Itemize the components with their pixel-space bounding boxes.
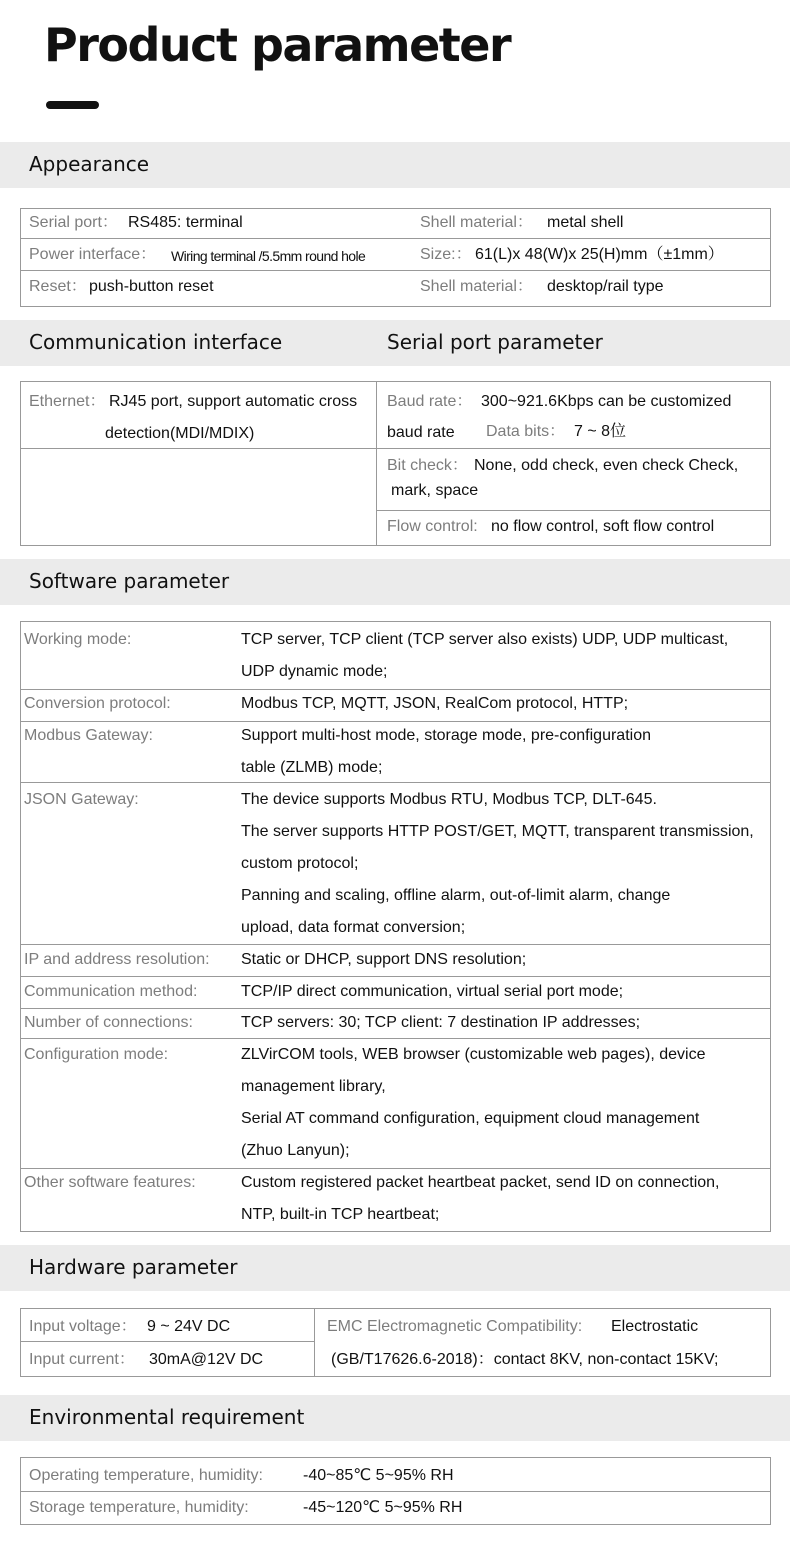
- divider: [20, 944, 771, 945]
- section-header-software: [0, 559, 790, 605]
- working-mode-value: UDP dynamic mode;: [241, 663, 388, 680]
- config-mode-value: ZLVirCOM tools, WEB browser (customizable web pages), device: [241, 1046, 706, 1063]
- storage-temp-label: Storage temperature, humidity:: [29, 1499, 249, 1516]
- shell-material-value: desktop/rail type: [547, 278, 664, 295]
- connections-label: Number of connections:: [24, 1014, 193, 1031]
- shell-material-label: Shell material：: [420, 278, 533, 295]
- divider: [376, 510, 771, 511]
- config-mode-value: (Zhuo Lanyun);: [241, 1142, 350, 1159]
- reset-value: push-button reset: [89, 278, 214, 295]
- shell-material-value: metal shell: [547, 214, 624, 231]
- baud-rate-label: Baud rate：: [387, 393, 473, 410]
- baud-rate-value-cont: baud rate: [387, 424, 455, 441]
- config-mode-value: management library,: [241, 1078, 386, 1095]
- divider: [20, 448, 771, 449]
- json-gateway-value: custom protocol;: [241, 855, 359, 872]
- emc-value-cont: (GB/T17626.6-2018)：contact 8KV, non-contact 15KV;: [331, 1351, 719, 1368]
- other-features-value: Custom registered packet heartbeat packet, send ID on connection,: [241, 1174, 720, 1191]
- baud-rate-value: 300~921.6Kbps can be customized: [481, 393, 732, 410]
- ethernet-label: Ethernet：: [29, 393, 106, 410]
- conversion-protocol-label: Conversion protocol:: [24, 695, 171, 712]
- json-gateway-value: The device supports Modbus RTU, Modbus TCP, DLT-645.: [241, 791, 657, 808]
- section-title-environment: Environmental requirement: [29, 1405, 305, 1429]
- json-gateway-label: JSON Gateway:: [24, 791, 139, 808]
- flow-control-label: Flow control:: [387, 518, 478, 535]
- size-value: 61(L)x 48(W)x 25(H)mm（±1mm）: [475, 246, 724, 263]
- divider: [20, 721, 771, 722]
- emc-value: Electrostatic: [611, 1318, 699, 1335]
- divider: [20, 1491, 771, 1492]
- input-current-value: 30mA@12V DC: [149, 1351, 264, 1368]
- divider: [20, 1341, 315, 1342]
- divider: [20, 782, 771, 783]
- page-title: Product parameter: [44, 18, 511, 72]
- config-mode-value: Serial AT command configuration, equipment cloud management: [241, 1110, 700, 1127]
- ethernet-value-cont: detection(MDI/MDIX): [105, 425, 255, 442]
- connections-value: TCP servers: 30; TCP client: 7 destination IP addresses;: [241, 1014, 641, 1031]
- bit-check-value: None, odd check, even check Check,: [474, 457, 739, 474]
- divider: [20, 1008, 771, 1009]
- bit-check-value-cont: mark, space: [391, 482, 479, 499]
- bit-check-label: Bit check：: [387, 457, 468, 474]
- json-gateway-value: Panning and scaling, offline alarm, out-of-limit alarm, change: [241, 887, 671, 904]
- comm-method-value: TCP/IP direct communication, virtual serial port mode;: [241, 983, 624, 1000]
- title-underline: [46, 101, 99, 109]
- conversion-protocol-value: Modbus TCP, MQTT, JSON, RealCom protocol, HTTP;: [241, 695, 629, 712]
- divider: [20, 1038, 771, 1039]
- section-title-serial: Serial port parameter: [387, 330, 603, 354]
- modbus-gateway-label: Modbus Gateway:: [24, 727, 153, 744]
- json-gateway-value: upload, data format conversion;: [241, 919, 466, 936]
- working-mode-value: TCP server, TCP client (TCP server also exists) UDP, UDP multicast,: [241, 631, 729, 648]
- ip-resolution-value: Static or DHCP, support DNS resolution;: [241, 951, 527, 968]
- modbus-gateway-value: Support multi-host mode, storage mode, pre-configuration: [241, 727, 651, 744]
- json-gateway-value: The server supports HTTP POST/GET, MQTT, transparent transmission,: [241, 823, 754, 840]
- other-features-label: Other software features:: [24, 1174, 196, 1191]
- ip-resolution-label: IP and address resolution:: [24, 951, 210, 968]
- divider: [20, 976, 771, 977]
- flow-control-value: no flow control, soft flow control: [491, 518, 715, 535]
- data-bits-value: 7 ~ 8位: [574, 423, 627, 440]
- data-bits-label: Data bits：: [486, 423, 566, 440]
- section-title-appearance: Appearance: [29, 152, 150, 176]
- divider: [20, 1168, 771, 1169]
- input-current-label: Input current：: [29, 1351, 135, 1368]
- other-features-value: NTP, built-in TCP heartbeat;: [241, 1206, 440, 1223]
- modbus-gateway-value: table (ZLMB) mode;: [241, 759, 383, 776]
- divider: [20, 238, 771, 239]
- shell-material-label: Shell material：: [420, 214, 533, 231]
- section-title-hardware: Hardware parameter: [29, 1255, 238, 1279]
- divider: [20, 270, 771, 271]
- storage-temp-value: -45~120℃ 5~95% RH: [303, 1499, 463, 1516]
- config-mode-label: Configuration mode:: [24, 1046, 169, 1063]
- size-label: Size:：: [420, 246, 472, 263]
- operating-temp-label: Operating temperature, humidity:: [29, 1467, 263, 1484]
- serial-port-value: RS485: terminal: [128, 214, 243, 231]
- divider: [314, 1308, 315, 1377]
- section-header-communication: [0, 320, 790, 366]
- operating-temp-value: -40~85℃ 5~95% RH: [303, 1467, 454, 1484]
- divider: [20, 689, 771, 690]
- comm-method-label: Communication method:: [24, 983, 198, 1000]
- input-voltage-value: 9 ~ 24V DC: [147, 1318, 231, 1335]
- serial-port-label: Serial port：: [29, 214, 118, 231]
- power-interface-label: Power interface：: [29, 246, 157, 263]
- divider: [376, 381, 377, 546]
- section-title-communication: Communication interface: [29, 330, 283, 354]
- ethernet-value: RJ45 port, support automatic cross: [109, 393, 358, 410]
- working-mode-label: Working mode:: [24, 631, 132, 648]
- section-header-appearance: [0, 142, 790, 188]
- reset-label: Reset：: [29, 278, 87, 295]
- emc-label: EMC Electromagnetic Compatibility:: [327, 1318, 583, 1335]
- section-title-software: Software parameter: [29, 569, 230, 593]
- section-header-hardware: [0, 1245, 790, 1291]
- input-voltage-label: Input voltage：: [29, 1318, 137, 1335]
- section-header-environment: [0, 1395, 790, 1441]
- power-interface-value: Wiring terminal /5.5mm round hole: [171, 248, 366, 264]
